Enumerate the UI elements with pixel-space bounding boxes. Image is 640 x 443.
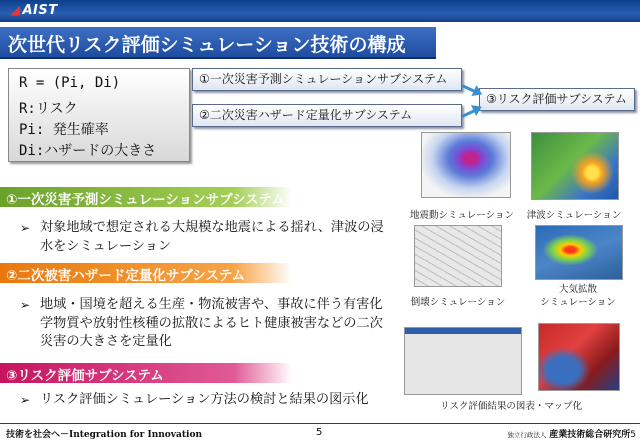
caption-dispersion-2: シミュレーション	[540, 297, 616, 308]
definition-pi: Pi: 発生確率	[19, 122, 109, 138]
footer	[0, 423, 640, 443]
section-3-bullet	[20, 391, 392, 410]
aist-logo	[10, 3, 58, 18]
flow-box-risk: ③リスク評価サブシステム	[479, 88, 635, 111]
slide-title: 次世代リスク評価シミュレーション技術の構成	[8, 34, 406, 56]
org-type: 独立行政法人	[507, 431, 547, 439]
formula-line: R = (Pi, Di)	[19, 75, 121, 91]
header-bar	[0, 0, 640, 22]
section-1-text: 対象地域で想定される大規模な地震による揺れ、津波の浸水をシミュレーション	[40, 220, 384, 254]
caption-risk-result: リスク評価結果の図表・マップ化	[440, 401, 582, 412]
earthquake-sim-image	[421, 132, 511, 198]
tsunami-sim-image	[531, 132, 619, 200]
title-bar	[0, 27, 436, 59]
chevron-right-icon: ➢	[20, 298, 31, 312]
chevron-right-icon: ➢	[20, 393, 31, 407]
footer-org	[507, 427, 636, 440]
section-2-text: 地域・国境を超える生産・物流被害や、事故に伴う有害化学物質や放射性核種の拡散によるヒト健康被害などの二次災害の大きさを定量化	[40, 297, 383, 349]
org-name: 産業技術総合研究所	[549, 430, 631, 440]
section-heading-1	[0, 187, 292, 207]
flow-box-primary: ①一次災害予測シミュレーションサブシステム	[192, 68, 462, 91]
arrow-right-icon	[461, 84, 475, 93]
section-2-title: ②二次被害ハザード定量化サブシステム	[6, 268, 246, 284]
caption-collapse: 倒壊シミュレーション	[410, 297, 506, 308]
dispersion-sim-image	[535, 225, 623, 280]
section-1-title: ①一次災害予測シミュレーションサブシステム	[6, 192, 285, 208]
risk-map-image	[538, 323, 620, 391]
definition-box	[8, 68, 190, 162]
section-heading-3	[0, 363, 292, 383]
caption-dispersion-1: 大気拡散	[558, 284, 597, 295]
caption-earthquake: 地震動シミュレーション	[410, 210, 514, 221]
chevron-right-icon: ➢	[20, 221, 31, 235]
arrow-right-icon	[461, 109, 475, 118]
section-2-bullet	[20, 296, 392, 352]
definition-r: R:リスク	[19, 101, 78, 117]
definition-di: Di:ハザードの大きさ	[19, 143, 157, 159]
section-3-text: リスク評価シミュレーション方法の検討と結果の図示化	[40, 392, 369, 407]
footer-tagline: 技術を社会へ－Integration for Innovation	[6, 430, 202, 440]
section-1-bullet	[20, 219, 392, 256]
risk-result-table-image	[404, 327, 522, 395]
caption-tsunami: 津波シミュレーション	[526, 210, 622, 221]
aist-mark-icon: ◢	[10, 3, 21, 18]
org-page-number: 5	[630, 430, 636, 440]
section-heading-2	[0, 263, 292, 283]
flow-box-secondary: ②二次災害ハザード定量化サブシステム	[192, 104, 462, 127]
logo-text: AIST	[22, 3, 58, 18]
section-3-title: ③リスク評価サブシステム	[6, 368, 164, 384]
page-number: 5	[316, 427, 323, 438]
collapse-sim-image	[414, 225, 502, 287]
